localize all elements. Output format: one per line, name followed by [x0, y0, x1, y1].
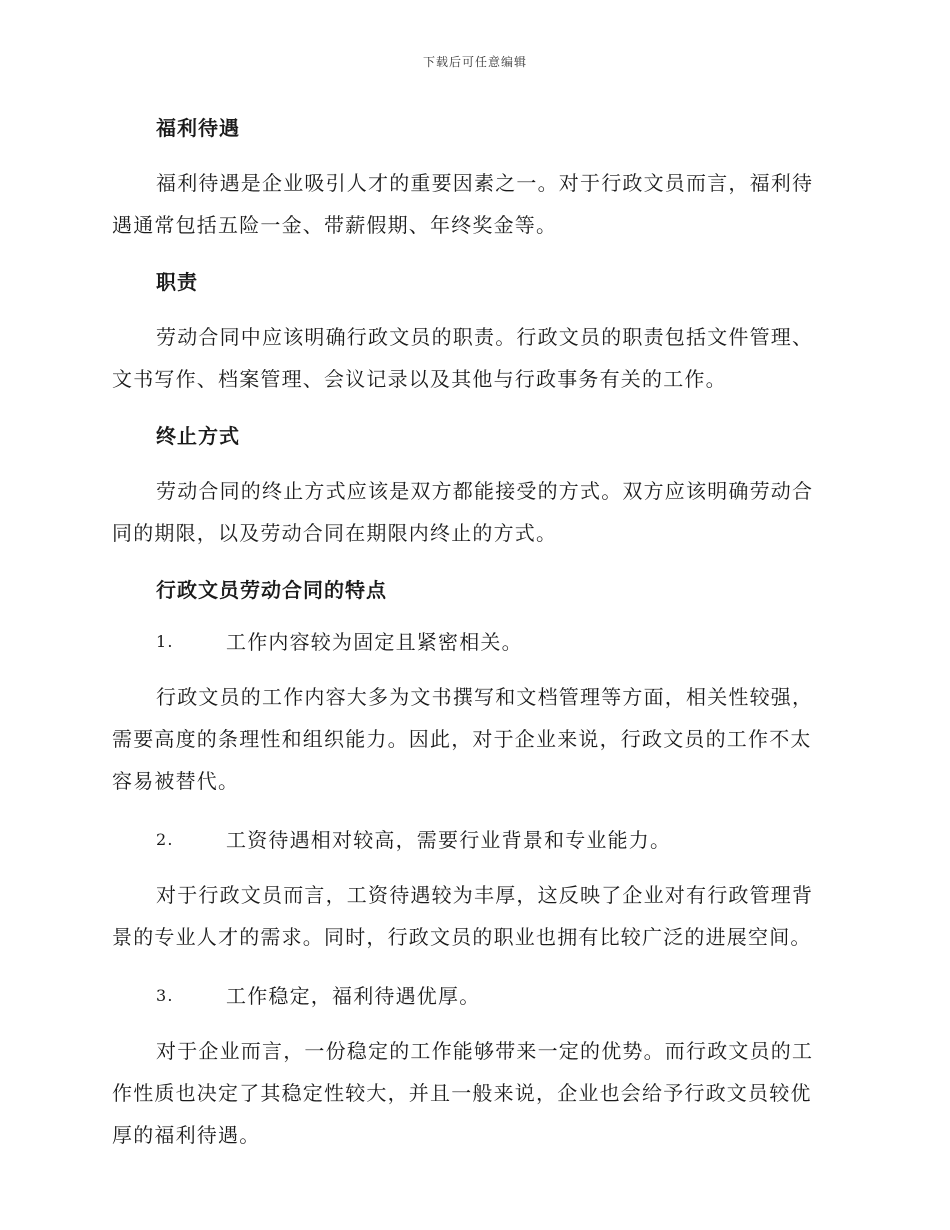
item-number: 3. [156, 986, 174, 1005]
section-heading-features: 行政文员劳动合同的特点 [156, 578, 387, 602]
section-heading-duties: 职责 [156, 270, 198, 294]
numbered-item-2 [112, 824, 830, 856]
paragraph-welfare: 福利待遇是企业吸引人才的重要因素之一。对于行政文员而言，福利待遇通常包括五险一金、带薪假期、年终奖金等。 [112, 171, 814, 237]
item-title: 工作内容较为固定且紧密相关。 [226, 630, 523, 654]
item-title: 工资待遇相对较高，需要行业背景和专业能力。 [226, 828, 672, 852]
section-heading-termination: 终止方式 [156, 424, 240, 448]
numbered-item-3 [112, 980, 830, 1012]
numbered-item-1 [112, 626, 830, 658]
paragraph-item-2: 对于行政文员而言，工资待遇较为丰厚，这反映了企业对有行政管理背景的专业人才的需求。同时，行政文员的职业也拥有比较广泛的进展空间。 [112, 883, 814, 949]
paragraph-termination: 劳动合同的终止方式应该是双方都能接受的方式。双方应该明确劳动合同的期限，以及劳动合同在期限内终止的方式。 [112, 479, 814, 545]
item-number: 1. [156, 632, 174, 651]
paragraph-duties: 劳动合同中应该明确行政文员的职责。行政文员的职责包括文件管理、文书写作、档案管理、会议记录以及其他与行政事务有关的工作。 [112, 325, 814, 391]
document-body [112, 112, 830, 1156]
paragraph-item-1: 行政文员的工作内容大多为文书撰写和文档管理等方面，相关性较强，需要高度的条理性和组织能力。因此，对于企业来说，行政文员的工作不太容易被替代。 [112, 685, 814, 793]
section-heading-welfare: 福利待遇 [156, 116, 240, 140]
page-header: 下载后可任意编辑 [422, 55, 527, 69]
paragraph-item-3: 对于企业而言，一份稳定的工作能够带来一定的优势。而行政文员的工作性质也决定了其稳定性较大，并且一般来说，企业也会给予行政文员较优厚的福利待遇。 [112, 1039, 814, 1147]
item-number: 2. [156, 830, 174, 849]
item-title: 工作稳定，福利待遇优厚。 [226, 984, 481, 1008]
